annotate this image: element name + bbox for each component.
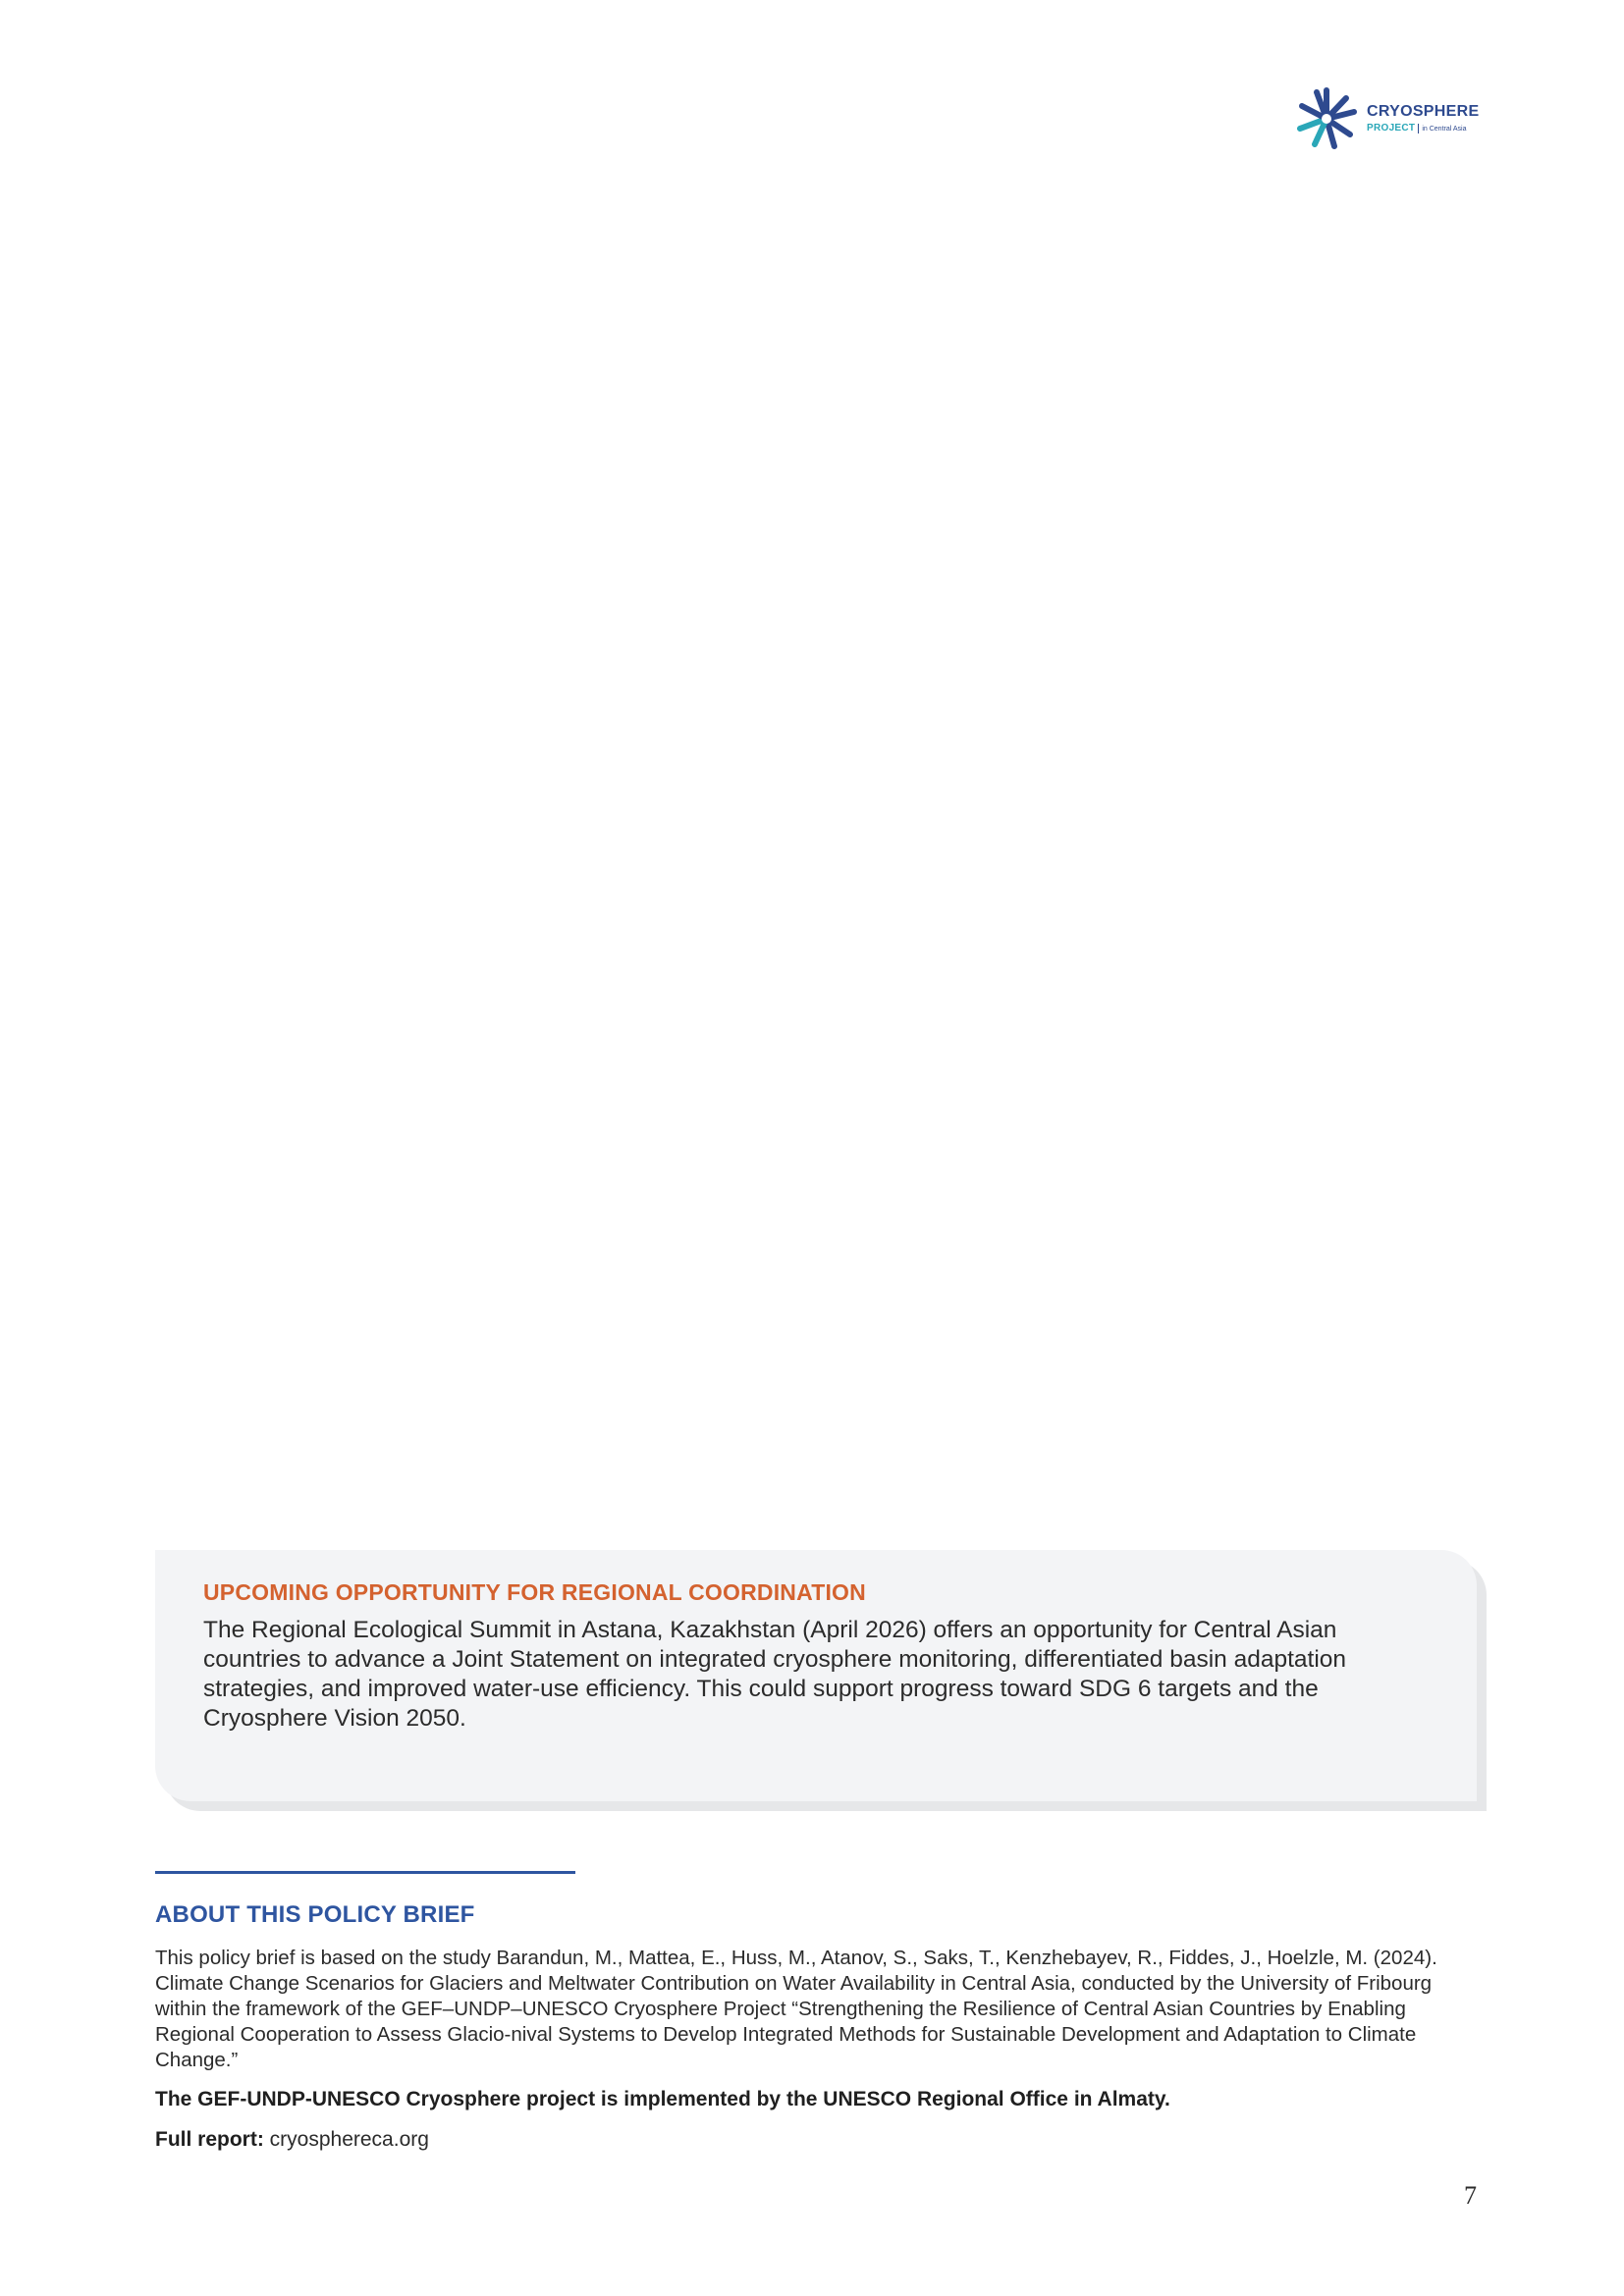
callout-body: The Regional Ecological Summit in Astana, Kazakhstan (April 2026) offers an opportunity for Central Asian countries to advance a Joint Statement on integrated cryosphere monitoring, differentiated basin adaptation strategies, and improved water-use efficiency. This could support progress toward SDG 6 targets and the Cryosphere Vision 2050. — [203, 1617, 1347, 1732]
cryosphere-logo — [1294, 84, 1481, 153]
page-number: 7 — [1464, 2181, 1477, 2210]
about-heading: ABOUT THIS POLICY BRIEF — [155, 1901, 475, 1928]
logo-divider — [1418, 124, 1419, 133]
full-report-link[interactable]: cryosphereca.org — [269, 2128, 429, 2151]
full-report-label: Full report: — [155, 2128, 264, 2151]
callout-box — [155, 1550, 1477, 1801]
about-divider — [155, 1871, 575, 1874]
about-body: This policy brief is based on the study Barandun, M., Mattea, E., Huss, M., Atanov, S., Saks, T., Kenzhebayev, R., Fiddes, J., Hoelzle, M. (2024). Climate Change Scenarios for Glaciers and Meltwater Contribution on Water Availability in Central Asia, conducted by the University of Fribourg within the framework of the GEF–UNDP–UNESCO Cryosphere Project “Strengthening the Resilience of Central Asian Countries by Enabling Regional Cooperation to Assess Glacio-nival Systems to Develop Integrated Methods for Sustainable Development and Adaptation to Climate Change.” — [155, 1947, 1437, 2071]
logo-subtitle-main: PROJECT — [1367, 123, 1416, 133]
logo-title: CRYOSPHERE — [1367, 103, 1480, 120]
callout-heading: UPCOMING OPPORTUNITY FOR REGIONAL COORDINATION — [203, 1579, 866, 1605]
logo-subtitle — [1367, 124, 1479, 133]
cryosphere-snowflake-icon — [1294, 86, 1359, 151]
implemented-statement: The GEF-UNDP-UNESCO Cryosphere project is implemented by the UNESCO Regional Office in Almaty. — [155, 2088, 1170, 2110]
logo-text — [1367, 104, 1479, 133]
logo-location: in Central Asia — [1422, 125, 1467, 133]
full-report — [155, 2128, 429, 2152]
